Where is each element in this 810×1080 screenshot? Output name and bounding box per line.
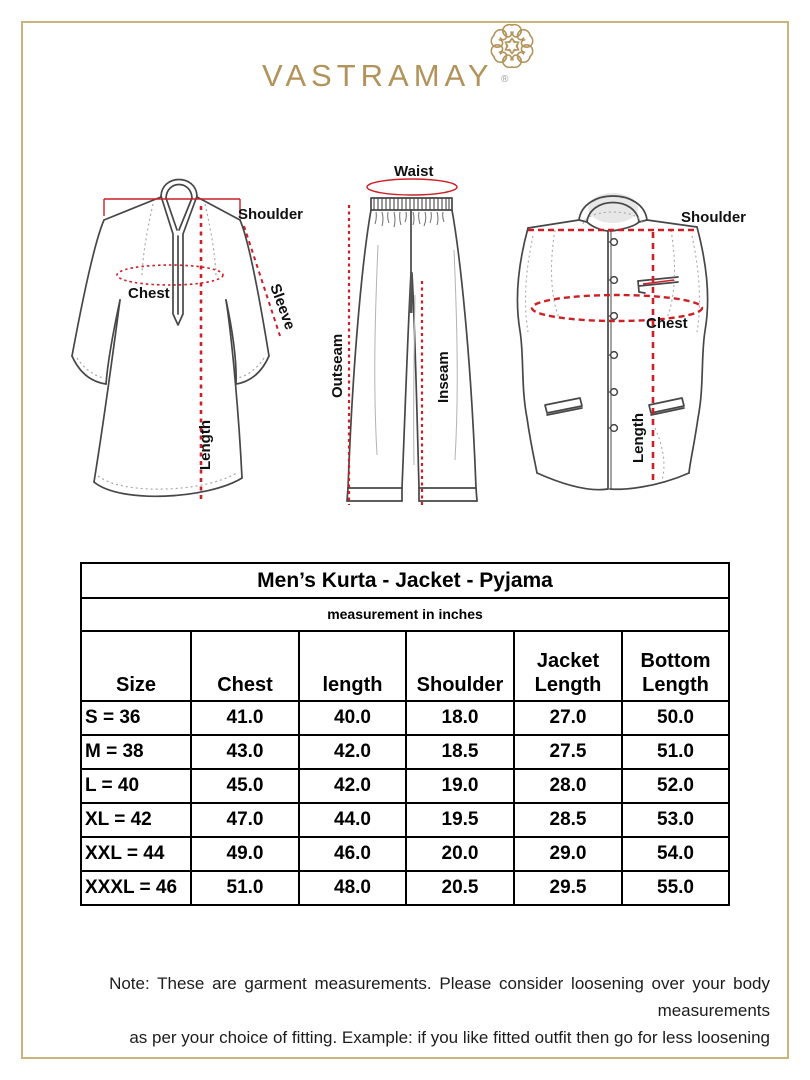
table-row — [81, 769, 729, 803]
value-cell: 48.0 — [299, 871, 406, 905]
value-cell: 45.0 — [191, 769, 299, 803]
value-cell: 40.0 — [299, 701, 406, 735]
value-cell: 51.0 — [191, 871, 299, 905]
pyjama-outseam-label: Outseam — [329, 333, 346, 398]
kurta-chest-label: Chest — [128, 285, 170, 302]
kurta-stitch-lines — [77, 204, 264, 489]
value-cell: 19.5 — [406, 803, 514, 837]
registered-trademark: ® — [501, 74, 509, 85]
pyjama-outline — [347, 198, 477, 501]
note-line-1: Note: These are garment measurements. Please consider loosening over your body measurements — [109, 974, 770, 1020]
jacket-chest-label: Chest — [646, 315, 688, 332]
value-cell: 50.0 — [622, 701, 729, 735]
value-cell: 20.0 — [406, 837, 514, 871]
column-header-size: Size — [81, 631, 191, 701]
value-cell: 47.0 — [191, 803, 299, 837]
kurta-diagram — [58, 158, 310, 538]
column-header-length: length — [299, 631, 406, 701]
value-cell: 18.0 — [406, 701, 514, 735]
value-cell: 52.0 — [622, 769, 729, 803]
pyjama-waist-label: Waist — [394, 163, 434, 180]
jacket-length-label: Length — [630, 413, 647, 463]
size-cell: XXL = 44 — [81, 837, 191, 871]
table-row — [81, 837, 729, 871]
table-header-row — [81, 631, 729, 701]
jacket-diagram — [493, 166, 785, 526]
pyjama-inseam-label: Inseam — [435, 351, 452, 403]
table-subtitle-row — [81, 598, 729, 631]
kurta-measure-lines — [104, 199, 280, 502]
column-header-jacket-length: Jacket Length — [514, 631, 622, 701]
jacket-shoulder-label: Shoulder — [681, 209, 747, 226]
value-cell: 43.0 — [191, 735, 299, 769]
table-title-row — [81, 563, 729, 598]
table-row — [81, 871, 729, 905]
table-row — [81, 735, 729, 769]
value-cell: 29.0 — [514, 837, 622, 871]
size-cell: L = 40 — [81, 769, 191, 803]
measurement-note — [40, 970, 770, 1051]
size-cell: XXXL = 46 — [81, 871, 191, 905]
value-cell: 51.0 — [622, 735, 729, 769]
value-cell: 54.0 — [622, 837, 729, 871]
value-cell: 28.0 — [514, 769, 622, 803]
column-header-bottom-length: Bottom Length — [622, 631, 729, 701]
value-cell: 42.0 — [299, 735, 406, 769]
brand-logo-text: VASTRAMAY — [262, 58, 494, 93]
size-chart-table — [80, 562, 730, 906]
value-cell: 27.0 — [514, 701, 622, 735]
value-cell: 18.5 — [406, 735, 514, 769]
column-header-shoulder: Shoulder — [406, 631, 514, 701]
value-cell: 20.5 — [406, 871, 514, 905]
pyjama-diagram — [318, 155, 482, 527]
size-cell: M = 38 — [81, 735, 191, 769]
value-cell: 49.0 — [191, 837, 299, 871]
kurta-shoulder-label: Shoulder — [238, 206, 304, 223]
pyjama-waistband-hatch — [374, 198, 449, 210]
value-cell: 27.5 — [514, 735, 622, 769]
value-cell: 42.0 — [299, 769, 406, 803]
value-cell: 46.0 — [299, 837, 406, 871]
kurta-length-label: Length — [197, 420, 214, 470]
size-cell: XL = 42 — [81, 803, 191, 837]
jacket-buttons — [608, 239, 617, 432]
size-cell: S = 36 — [81, 701, 191, 735]
kurta-outline — [72, 180, 269, 497]
note-line-2: as per your choice of fitting. Example: if you like fitted outfit then go for less loosening — [129, 1028, 770, 1047]
jacket-stitch-lines — [526, 212, 700, 480]
table-row — [81, 803, 729, 837]
pyjama-gathers — [375, 212, 444, 227]
value-cell: 55.0 — [622, 871, 729, 905]
table-row — [81, 701, 729, 735]
column-header-chest: Chest — [191, 631, 299, 701]
value-cell: 41.0 — [191, 701, 299, 735]
value-cell: 29.5 — [514, 871, 622, 905]
floral-ornament-icon — [486, 20, 538, 72]
value-cell: 44.0 — [299, 803, 406, 837]
table-subtitle: measurement in inches — [81, 598, 729, 631]
kurta-sleeve-label: Sleeve — [266, 281, 299, 333]
value-cell: 19.0 — [406, 769, 514, 803]
table-title: Men’s Kurta - Jacket - Pyjama — [81, 563, 729, 598]
value-cell: 53.0 — [622, 803, 729, 837]
value-cell: 28.5 — [514, 803, 622, 837]
